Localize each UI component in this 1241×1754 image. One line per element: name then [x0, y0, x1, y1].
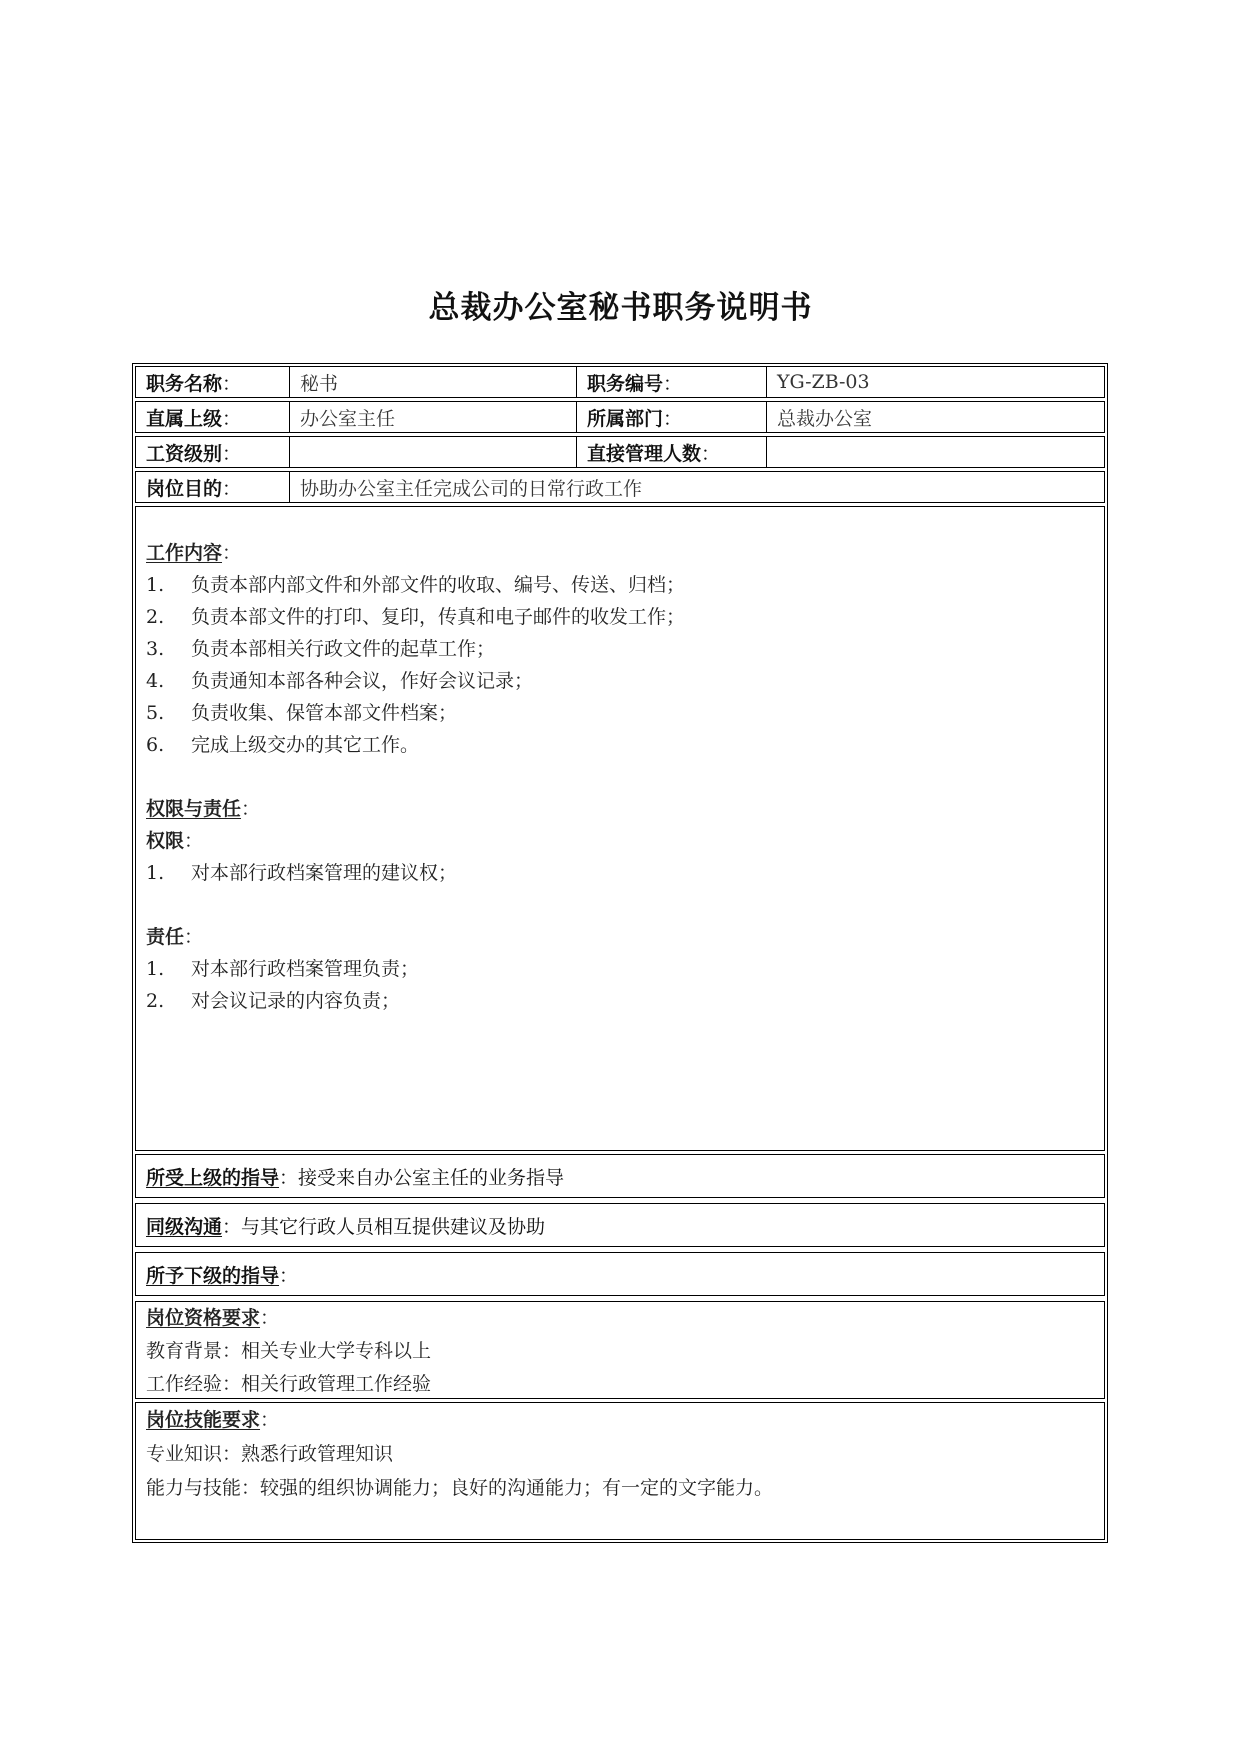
list-item: 3. 负责本部相关行政文件的起草工作；: [146, 638, 496, 660]
managed-value: [766, 437, 1104, 467]
row-guidance-superior: 所受上级的指导 ： 接受来自办公室主任的业务指导: [135, 1154, 1105, 1198]
guidance-subordinate-label: 所予下级的指导: [146, 1264, 280, 1287]
salary-label-cell: 工资级别 ：: [136, 437, 289, 467]
qualification-heading-line: 岗位资格要求：: [146, 1307, 280, 1329]
guidance-superior-label: 所受上级的指导: [146, 1166, 280, 1189]
duties-heading-line: 责任：: [146, 926, 204, 948]
row-peer-communication: 同级沟通 ： 与其它行政人员相互提供建议及协助: [135, 1203, 1105, 1247]
authority-heading: 权限与责任: [146, 798, 242, 820]
row-purpose: [135, 471, 1105, 503]
duties-heading: 责任: [146, 926, 185, 948]
skills-heading: 岗位技能要求: [146, 1409, 261, 1431]
qualification-education: 教育背景：相关专业大学专科以上: [146, 1340, 432, 1362]
row-guidance-subordinate: 所予下级的指导 ：: [135, 1252, 1105, 1296]
list-item: 1. 对本部行政档案管理负责；: [146, 958, 420, 980]
skills-abilities: 能力与技能：较强的组织协调能力；良好的沟通能力；有一定的文字能力。: [146, 1477, 774, 1499]
rights-heading-line: 权限：: [146, 830, 204, 852]
list-item: 6. 完成上级交办的其它工作。: [146, 734, 420, 756]
department-value: 总裁办公室: [766, 402, 1104, 432]
duties-section: [135, 506, 1105, 1151]
row-superior: [135, 401, 1105, 433]
job-name-label-cell: 职务名称 ：: [136, 367, 289, 397]
department-label: 所属部门: [587, 407, 664, 430]
salary-value: [289, 437, 576, 467]
row-job-name: [135, 366, 1105, 398]
purpose-value: 协助办公室主任完成公司的日常行政工作: [289, 472, 1104, 502]
peer-communication-value: 与其它行政人员相互提供建议及协助: [241, 1215, 546, 1238]
purpose-label-cell: 岗位目的 ：: [136, 472, 289, 502]
list-item: 4. 负责通知本部各种会议，作好会议记录；: [146, 670, 534, 692]
list-item: 1. 负责本部内部文件和外部文件的收取、编号、传送、归档；: [146, 574, 686, 596]
managed-label: 直接管理人数: [587, 442, 702, 465]
page-title: 总裁办公室秘书职务说明书: [428, 290, 813, 326]
work-heading-line: 工作内容：: [146, 542, 242, 564]
job-code-value: YG-ZB-03: [766, 367, 1104, 397]
row-salary: [135, 436, 1105, 468]
list-item: 1. 对本部行政档案管理的建议权；: [146, 862, 458, 884]
skills-section: [135, 1402, 1105, 1540]
qualification-section: [135, 1301, 1105, 1399]
job-name-value: 秘书: [289, 367, 576, 397]
list-item: 2. 对会议记录的内容负责；: [146, 990, 401, 1012]
peer-communication-label: 同级沟通: [146, 1215, 223, 1238]
list-item: 5. 负责收集、保管本部文件档案；: [146, 702, 458, 724]
superior-label: 直属上级: [146, 407, 223, 430]
work-heading: 工作内容: [146, 542, 223, 564]
skills-heading-line: 岗位技能要求：: [146, 1409, 280, 1431]
superior-label-cell: 直属上级 ：: [136, 402, 289, 432]
authority-heading-line: 权限与责任：: [146, 798, 261, 820]
duties-content: [136, 507, 1104, 1017]
purpose-label: 岗位目的: [146, 477, 223, 500]
qualification-experience: 工作经验：相关行政管理工作经验: [146, 1373, 432, 1395]
job-name-label: 职务名称: [146, 372, 223, 395]
qualification-heading: 岗位资格要求: [146, 1307, 261, 1329]
job-code-label-cell: 职务编号 ：: [576, 367, 766, 397]
guidance-superior-value: 接受来自办公室主任的业务指导: [298, 1166, 565, 1189]
superior-value: 办公室主任: [289, 402, 576, 432]
job-code-label: 职务编号: [587, 372, 664, 395]
rights-heading: 权限: [146, 830, 185, 852]
salary-label: 工资级别: [146, 442, 223, 465]
department-label-cell: 所属部门 ：: [576, 402, 766, 432]
skills-knowledge: 专业知识：熟悉行政管理知识: [146, 1443, 394, 1465]
managed-label-cell: 直接管理人数 ：: [576, 437, 766, 467]
list-item: 2. 负责本部文件的打印、复印，传真和电子邮件的收发工作；: [146, 606, 686, 628]
